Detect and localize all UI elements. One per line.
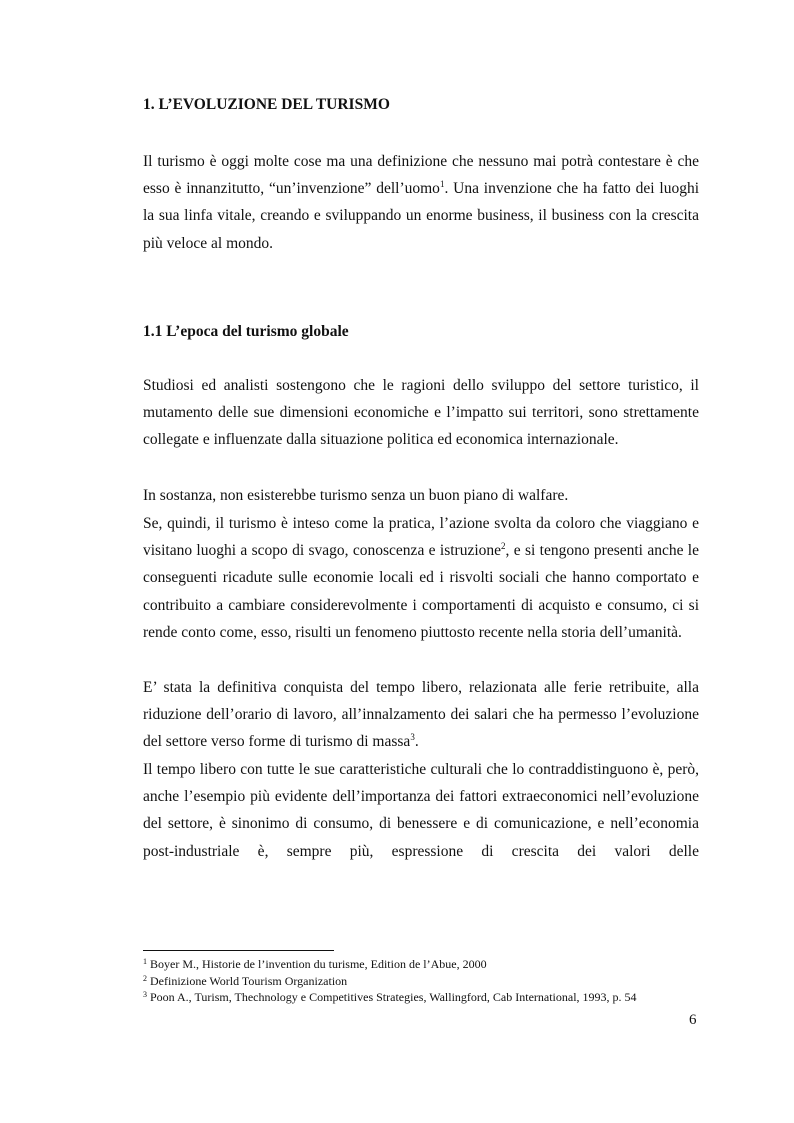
intro-text-b: . Una invenzione che ha fatto dei luoghi la sua linfa vitale, creando e sviluppando un enorme business, il business con la crescita più veloce al mondo. — [143, 180, 700, 252]
body-paragraph-2: In sostanza, non esisterebbe turismo senza un buon piano di walfare. — [143, 487, 569, 504]
footnote-text: Definizione World Tourism Organization — [150, 973, 348, 988]
body-paragraph-4 — [143, 674, 699, 756]
footnote-ref-2[interactable]: 2 — [501, 541, 506, 552]
paragraph-4-text-b: . — [414, 733, 419, 751]
intro-text-a: Il turismo è oggi molte cose ma una definizione che nessuno mai potrà contestare è che esso è innanzitutto, “un’invenzione” dell’uomo — [143, 153, 699, 198]
body-paragraph-5: Il tempo libero con tutte le sue caratteristiche culturali che lo contraddistinguono è, però, anche l’esempio più evidente dell’importanza dei fattori extraeconomici nell’evoluzione del settore, è sinonimo di consumo, di benessere e di comunicazione, e nell’economia post-industriale è, sempre più, espressione di crescita dei valori delle — [143, 761, 699, 860]
body-paragraph-3 — [143, 510, 699, 646]
footnote-number: 3 — [143, 990, 147, 999]
footnote-number: 1 — [143, 957, 147, 966]
footnote-text: Boyer M., Historie de l’invention du turisme, Edition de l’Abue, 2000 — [150, 957, 487, 971]
footnote-item — [143, 989, 743, 1006]
footnote-item — [143, 973, 743, 990]
section-heading: 1.1 L’epoca del turismo globale — [143, 323, 349, 340]
footnote-item — [143, 956, 743, 973]
paragraph-3-text-b: , e si tengono presenti anche le conseguenti ricadute sulle economie locali ed i risvolti sociali che hanno comportato e contribuito a cambiare considerevolmente i comportamenti di acquisto e consumo, ci si rende conto come, esso, risulti un fenomeno piuttosto recente nella storia dell’umanità. — [143, 542, 699, 641]
chapter-heading: 1. L’EVOLUZIONE DEL TURISMO — [143, 96, 390, 113]
paragraph-4-text-a: E’ stata la definitiva conquista del tempo libero, relazionata alle ferie retribuite, alla riduzione dell’orario di lavoro, all’innalzamento dei salari che ha permesso l’evoluzione del settore verso forme di turismo di massa — [143, 679, 699, 751]
page-number: 6 — [689, 1012, 697, 1028]
intro-paragraph — [143, 148, 699, 257]
footnotes-list — [143, 956, 743, 1006]
footnote-number: 2 — [143, 973, 147, 983]
body-paragraph-1: Studiosi ed analisti sostengono che le ragioni dello sviluppo del settore turistico, il mutamento delle sue dimensioni economiche e l’impatto sui territori, sono strettamente collegate e influenzate dalla situazione politica ed economica internazionale. — [143, 377, 699, 449]
footnote-separator — [143, 950, 334, 951]
footnote-text: Poon A., Turism, Thechnology e Competitives Strategies, Wallingford, Cab International, 1993, p. 54 — [150, 990, 637, 1004]
paragraph-3-text-a: Se, quindi, il turismo è inteso come la pratica, l’azione svolta da coloro che viaggiano e visitano luoghi a scopo di svago, conoscenza e istruzione — [143, 515, 699, 560]
footnote-ref-1[interactable]: 1 — [439, 179, 445, 190]
footnote-ref-3[interactable]: 3 — [410, 732, 415, 743]
